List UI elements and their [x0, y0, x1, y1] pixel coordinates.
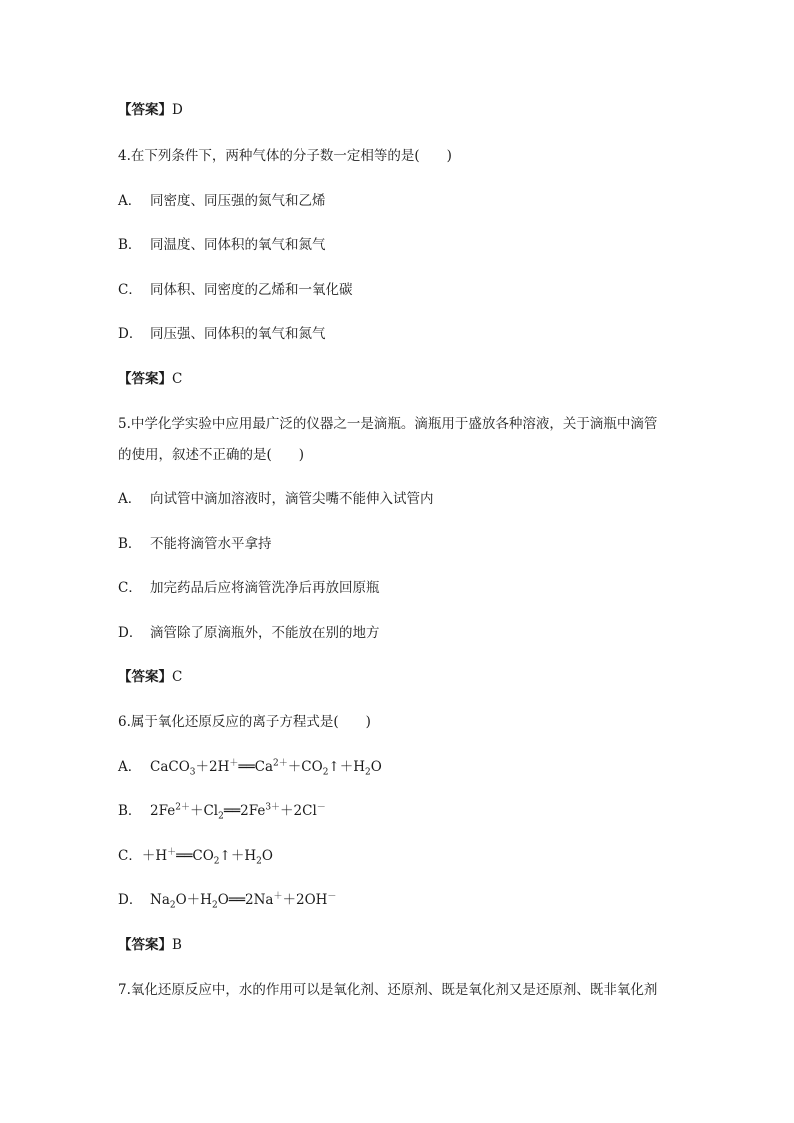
option-text: 同压强、同体积的氧气和氮气 — [150, 326, 326, 342]
answer-value: D — [172, 102, 183, 118]
q5-option-b — [118, 534, 272, 554]
q4-option-a — [118, 191, 326, 211]
answer-value: B — [172, 937, 182, 953]
option-letter: A． — [118, 491, 142, 507]
option-text: 加完药品后应将滴管洗净后再放回原瓶 — [150, 580, 380, 596]
q5-option-d — [118, 623, 380, 643]
q4-option-b — [118, 235, 326, 255]
question-6-stem: 6.属于氧化还原反应的离子方程式是( ) — [118, 714, 371, 730]
equation-d: $Na_2O+H_2O══2Na^++2OH^-$ — [150, 891, 337, 911]
option-text: 向试管中滴加溶液时，滴管尖嘴不能伸入试管内 — [150, 491, 434, 507]
answer-label: 【答案】 — [118, 102, 172, 118]
q6-option-a — [118, 757, 382, 777]
question-4-stem: 4.在下列条件下，两种气体的分子数一定相等的是( ) — [118, 148, 452, 164]
option-text: 不能将滴管水平拿持 — [150, 536, 272, 552]
answer-line-q6 — [118, 935, 182, 955]
answer-value: C — [172, 371, 183, 387]
answer-line-q5 — [118, 667, 182, 687]
answer-label: 【答案】 — [118, 669, 172, 685]
option-letter: B． — [118, 536, 142, 552]
q6-option-d — [118, 890, 336, 910]
q6-option-b — [118, 801, 326, 821]
option-letter: C． — [118, 848, 142, 864]
option-text: 同密度、同压强的氮气和乙烯 — [150, 193, 326, 209]
equation-b: $2Fe^{2+}+Cl_2══2Fe^{3+}+2Cl^-$ — [150, 802, 326, 822]
question-5-stem-line-1: 5.中学化学实验中应用最广泛的仪器之一是滴瓶。滴瓶用于盛放各种溶液，关于滴瓶中滴管 — [118, 416, 658, 432]
option-letter: C． — [118, 580, 142, 596]
option-letter: D． — [118, 892, 143, 908]
option-letter: A． — [118, 193, 142, 209]
q5-option-a — [118, 489, 434, 509]
q4-option-c — [118, 280, 353, 300]
answer-value: C — [172, 669, 183, 685]
option-text: 同体积、同密度的乙烯和一氧化碳 — [150, 282, 353, 298]
answer-line-q4 — [118, 369, 182, 389]
answer-line-q3 — [118, 100, 183, 120]
option-letter: D． — [118, 326, 143, 342]
equation-a: $CaCO_3+2H^+══Ca^{2+}+CO_2↑+H_2O$ — [150, 758, 382, 778]
q5-option-c — [118, 578, 380, 598]
question-7-stem-line-1: 7.氧化还原反应中，水的作用可以是氧化剂、还原剂、既是氧化剂又是还原剂、既非氧化剂 — [118, 982, 658, 998]
q6-option-c — [118, 846, 273, 866]
option-letter: D． — [118, 625, 143, 641]
question-5-stem-line-2: 的使用，叙述不正确的是( ) — [118, 447, 305, 463]
q4-option-d — [118, 324, 326, 344]
option-text: 同温度、同体积的氧气和氮气 — [150, 237, 326, 253]
option-letter: A． — [118, 759, 142, 775]
answer-label: 【答案】 — [118, 371, 172, 387]
option-text: 滴管除了原滴瓶外，不能放在别的地方 — [150, 625, 380, 641]
option-letter: C． — [118, 282, 142, 298]
answer-label: 【答案】 — [118, 937, 172, 953]
equation-c: $+H^+══CO_2↑+H_2O$ — [141, 847, 273, 867]
option-letter: B． — [118, 803, 142, 819]
option-letter: B． — [118, 237, 142, 253]
